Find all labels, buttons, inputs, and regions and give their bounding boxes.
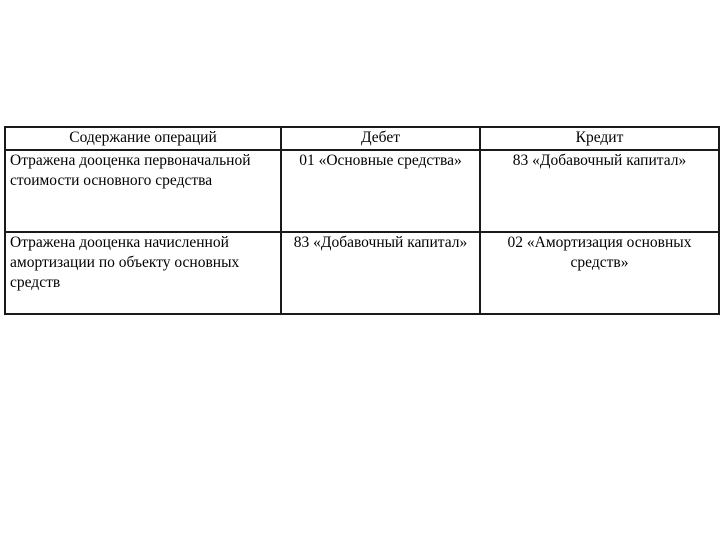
header-debit: Дебет [281,127,480,150]
table-row [5,150,719,232]
credit-cell: 02 «Амортизация основных средств» [480,232,719,314]
table-row [5,232,719,314]
operation-cell: Отражена дооценка первоначальной стоимости основного средства [5,150,281,232]
debit-cell: 83 «Добавочный капитал» [281,232,480,314]
credit-cell: 83 «Добавочный капитал» [480,150,719,232]
operation-cell: Отражена дооценка начисленной амортизации по объекту основных средств [5,232,281,314]
accounting-entries-table [4,126,720,315]
header-credit: Кредит [480,127,719,150]
header-row [5,127,719,150]
header-operation: Содержание операций [5,127,281,150]
table-body [5,150,719,314]
table-header [5,127,719,150]
debit-cell: 01 «Основные средства» [281,150,480,232]
